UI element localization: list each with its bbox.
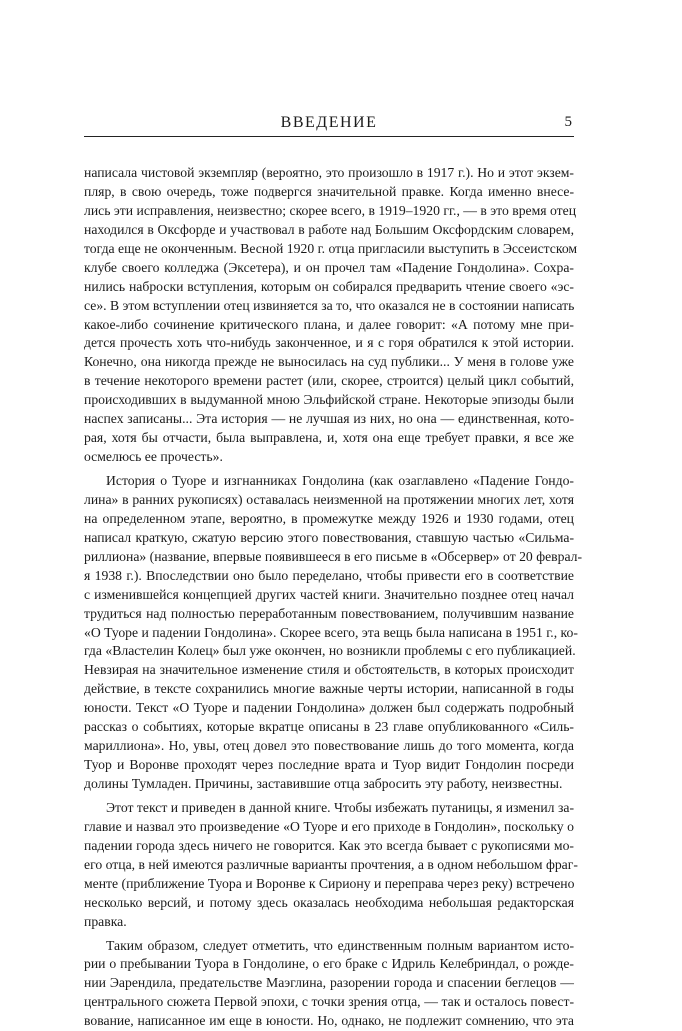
text-line: мариллиона». Но, увы, отец довел это повествование лишь до того момента, когда [84,737,574,756]
text-line: рая, хотя бы отчасти, была выправлена, и, хотя она еще требует правки, я все же [84,429,574,448]
text-line: его отца, в ней имеются различные варианты прочтения, а в одном небольшом фраг- [84,856,574,875]
text-line: действие, в тексте сохранились многие важные черты истории, написанной в годы [84,680,574,699]
text-line: пляр, в свою очередь, тоже подвергся значительной правке. Когда именно внесе- [84,183,574,202]
text-line: гда «Властелин Колец» был уже окончен, но возникли проблемы с его публикацией. [84,642,574,661]
text-line: наспех записаны... Эта история — не лучшая из них, но она — единственная, кото- [84,410,574,429]
text-line: находился в Оксфорде и участвовал в работе над Большим Оксфордским словарем, [84,221,574,240]
chapter-title: ВВЕДЕНИЕ [84,114,574,132]
text-line: лина» в ранних рукописях) оставалась неизменной на протяжении многих лет, хотя [84,491,574,510]
text-line: вование, написанное им еще в юности. Но, однако, не подлежит сомнению, что эта [84,1012,574,1031]
text-line: нии Эарендила, предательстве Маэглина, разорении города и спасении беглецов — [84,974,574,993]
page-number: 5 [565,114,573,131]
text-line: какое-либо сочинение критического плана, и далее говорит: «А потому мне при- [84,316,574,335]
text-line: падении города здесь ничего не говорится. Как это всегда бывает с рукописями мо- [84,837,574,856]
running-header [84,110,574,137]
text-line: написала чистовой экземпляр (вероятно, это произошло в 1917 г.). Но и этот экзем- [84,164,574,183]
text-line: Таким образом, следует отметить, что единственным полным вариантом исто- [84,937,574,956]
text-line: с изменившейся концепцией других частей книги. Значительно позднее отец начал [84,586,574,605]
text-line: осмелюсь ее прочесть». [84,448,574,467]
text-line: юности. Текст «О Туоре и падении Гондолина» должен был содержать подробный [84,699,574,718]
text-line: клубе своего колледжа (Эксетера), и он прочел там «Падение Гондолина». Сохра- [84,259,574,278]
text-line: нились наброски вступления, которым он собирался предварить чтение своего «эс- [84,278,574,297]
text-line: се». В этом вступлении отец извиняется за то, что оказался не в состоянии написать [84,297,574,316]
text-line: Конечно, она никогда прежде не выносилась на суд публики... У меня в голове уже [84,353,574,372]
paragraph [84,472,574,794]
text-line: на определенном этапе, вероятно, в промежутке между 1926 и 1930 годами, отец [84,510,574,529]
text-line: происходивших в выдуманной мною Эльфийской стране. Некоторые эпизоды были [84,391,574,410]
text-line: риллиона» (название, впервые появившееся в его письме в «Обсервер» от 20 феврал- [84,548,574,567]
text-line: История о Туоре и изгнанниках Гондолина (как озаглавлено «Падение Гондо- [84,472,574,491]
text-line: Туор и Воронве проходят через последние врата и Туор видит Гондолин посреди [84,756,574,775]
text-line: я 1938 г.). Впоследствии оно было переделано, чтобы привести его в соответствие [84,567,574,586]
text-line: центрального сюжета Первой эпохи, с точки зрения отца, — так и осталось повест- [84,993,574,1012]
text-line: правка. [84,913,574,932]
text-line: «О Туоре и падении Гондолина». Скорее всего, эта вещь была написана в 1951 г., ко- [84,624,574,643]
text-line: несколько версий, и потому здесь оказалась необходима небольшая редакторская [84,894,574,913]
text-line: менте (приближение Туора и Воронве к Сириону и переправа через реку) встречено [84,875,574,894]
body-text [84,164,574,1031]
text-line: в течение некоторого времени растет (или, скорее, строится) целый цикл событий, [84,372,574,391]
text-line: дется прочесть хоть что-нибудь законченное, и я с горя обратился к этой истории. [84,334,574,353]
paragraph [84,799,574,932]
paragraph [84,164,574,467]
text-line: рии о пребывании Туора в Гондолине, о его браке с Идриль Келебриндал, о рожде- [84,955,574,974]
text-line: главие и назвал это произведение «О Туоре и его приходе в Гондолин», поскольку о [84,818,574,837]
text-line: долины Тумладен. Причины, заставившие отца забросить эту работу, неизвестны. [84,775,574,794]
text-line: тогда еще не оконченным. Весной 1920 г. отца пригласили выступить в Эссеистском [84,240,574,259]
text-line: лись эти исправления, неизвестно; скорее всего, в 1919–1920 гг., — в это время отец [84,202,574,221]
text-line: написал краткую, сжатую версию этого повествования, ставшую частью «Сильма- [84,529,574,548]
text-line: рассказ о событиях, которые вкратце описаны в 23 главе опубликованного «Силь- [84,718,574,737]
text-line: Этот текст и приведен в данной книге. Чтобы избежать путаницы, я изменил за- [84,799,574,818]
paragraph [84,937,574,1031]
text-line: Невзирая на значительное изменение стиля и обстоятельств, в которых происходит [84,661,574,680]
text-line: трудиться над полностью переработанным повествованием, получившим название [84,605,574,624]
